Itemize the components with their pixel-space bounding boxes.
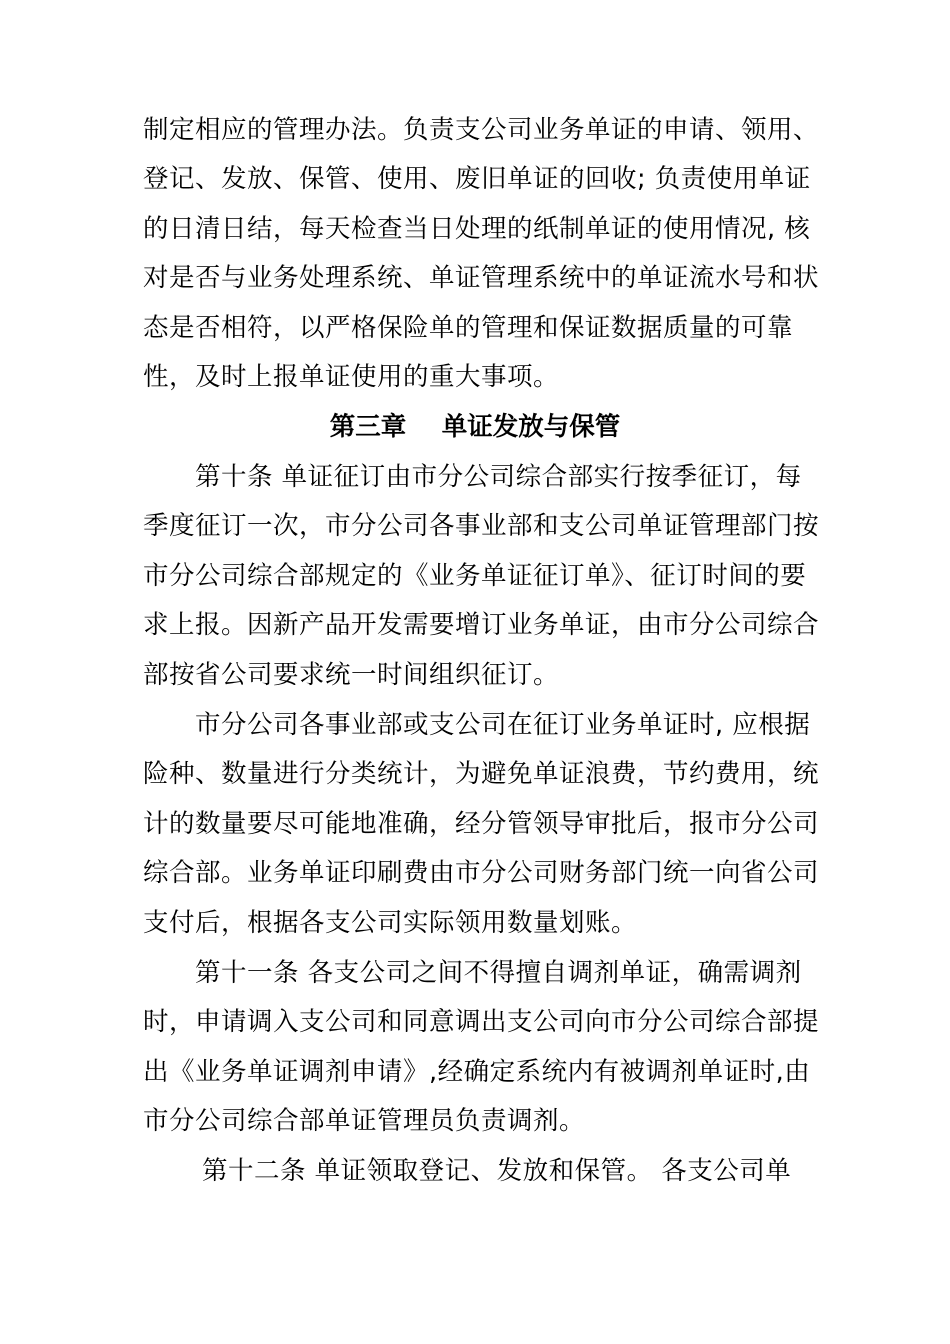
body-text-line: 登记、发放、保管、使用、废旧单证的回收; 负责使用单证 <box>143 164 811 194</box>
paragraph-start-line: 市分公司各事业部或支公司在征订业务单证时, 应根据 <box>195 710 811 740</box>
body-text-line: 态是否相符，以严格保险单的管理和保证数据质量的可靠 <box>143 313 794 343</box>
body-text-line: 时，申请调入支公司和同意调出支公司向市分公司综合部提 <box>143 1007 820 1037</box>
body-text-line: 市分公司综合部规定的《业务单证征订单》、征订时间的要 <box>143 561 807 591</box>
body-text-line: 部按省公司要求统一时间组织征订。 <box>143 660 560 690</box>
body-text-line: 求上报。因新产品开发需要增订业务单证，由市分公司综合 <box>143 610 820 640</box>
body-text-line: 险种、数量进行分类统计，为避免单证浪费，节约费用，统 <box>143 759 820 789</box>
body-text-line: 制定相应的管理办法。负责支公司业务单证的申请、领用、 <box>143 115 820 145</box>
body-text-line: 市分公司综合部单证管理员负责调剂。 <box>143 1106 586 1136</box>
body-text-line: 季度征订一次，市分公司各事业部和支公司单证管理部门按 <box>143 511 820 541</box>
body-text-line: 性，及时上报单证使用的重大事项。 <box>143 362 560 392</box>
body-text-line: 的日清日结，每天检查当日处理的纸制单证的使用情况, 核 <box>143 214 811 244</box>
article-11-line: 第十一条 各支公司之间不得擅自调剂单证，确需调剂 <box>195 958 802 988</box>
article-12-line: 第十二条 单证领取登记、发放和保管。 各支公司单 <box>202 1156 792 1186</box>
body-text-line: 出《业务单证调剂申请》,经确定系统内有被调剂单证时,由 <box>143 1057 811 1087</box>
chapter-heading: 第三章 单证发放与保管 <box>329 412 621 442</box>
body-text-line: 综合部。业务单证印刷费由市分公司财务部门统一向省公司 <box>143 858 820 888</box>
article-10-line: 第十条 单证征订由市分公司综合部实行按季征订，每 <box>195 462 802 492</box>
body-text-line: 支付后，根据各支公司实际领用数量划账。 <box>143 908 638 938</box>
body-text-line: 对是否与业务处理系统、单证管理系统中的单证流水号和状 <box>143 263 820 293</box>
body-text-line: 计的数量要尽可能地准确，经分管领导审批后，报市分公司 <box>143 809 820 839</box>
